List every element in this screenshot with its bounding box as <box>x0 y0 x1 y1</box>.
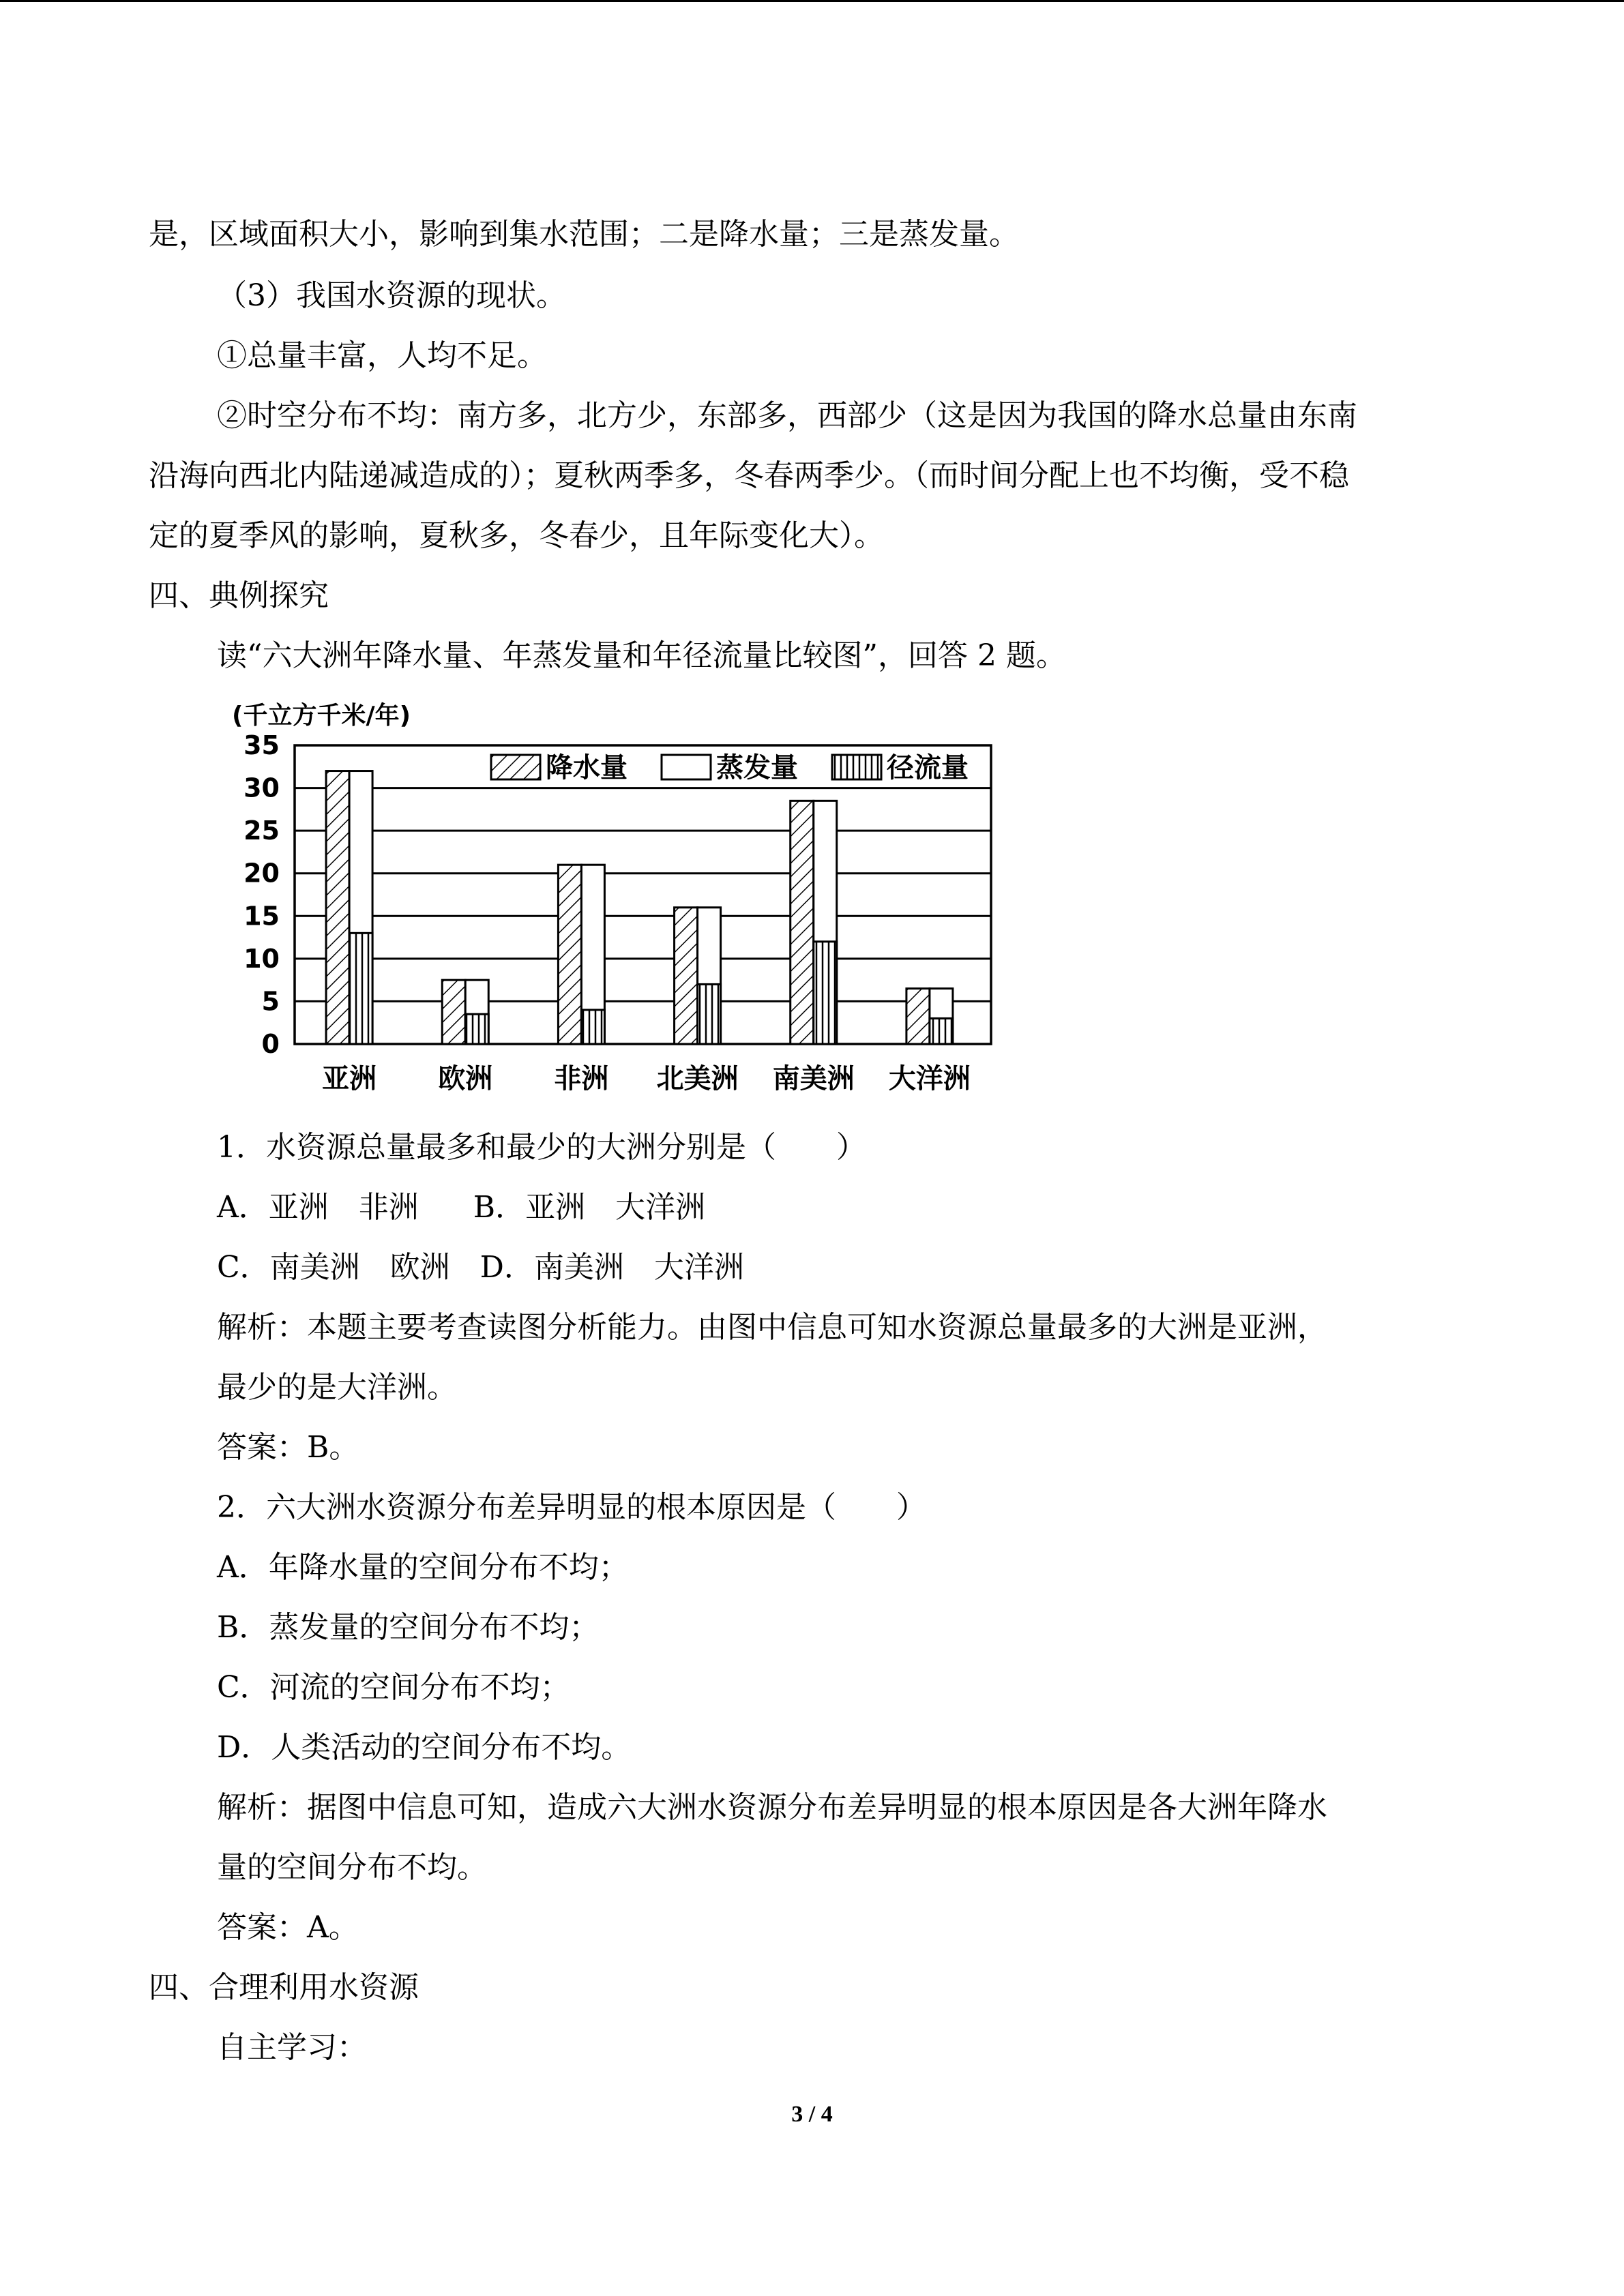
option-c: C．南美洲 欧洲 <box>217 1250 450 1285</box>
paragraph-line: ①总量丰富，人均不足。 <box>217 338 547 373</box>
bar-precipitation <box>906 989 930 1044</box>
answer-line: 答案：B。 <box>217 1430 359 1465</box>
legend-label: 径流量 <box>887 752 969 784</box>
top-border <box>0 0 1624 2</box>
question-1-options-ab <box>217 1189 705 1227</box>
y-tick-label: 35 <box>243 730 280 760</box>
explanation-line: 量的空间分布不均。 <box>217 1850 487 1885</box>
option-a: A．年降水量的空间分布不均； <box>217 1550 629 1585</box>
legend-swatch <box>491 755 540 779</box>
x-category-label: 大洋洲 <box>888 1063 971 1094</box>
paragraph-line: 是，区域面积大小，影响到集水范围；二是降水量；三是蒸发量。 <box>149 217 1019 252</box>
y-tick-label: 0 <box>261 1029 280 1059</box>
paragraph-line: 沿海向西北内陆递减造成的）；夏秋两季多，冬春两季少。（而时间分配上也不均衡，受不稳 <box>149 458 1349 493</box>
y-axis-unit-label: (千立方千米/年) <box>232 702 411 730</box>
y-tick-label: 20 <box>243 858 280 889</box>
option-d: D．人类活动的空间分布不均。 <box>217 1730 632 1765</box>
option-d: D．南美洲 大洋洲 <box>479 1250 744 1285</box>
bar-runoff <box>698 984 721 1044</box>
explanation-line: 解析：据图中信息可知，造成六大洲水资源分布差异明显的根本原因是各大洲年降水 <box>217 1790 1327 1825</box>
legend-label: 蒸发量 <box>716 752 798 784</box>
bar-precipitation <box>558 865 581 1044</box>
paragraph-line: 定的夏季风的影响，夏秋多，冬春少，且年际变化大）。 <box>149 518 884 553</box>
intro-line: 读“六大洲年降水量、年蒸发量和年径流量比较图”，回答 2 题。 <box>217 638 1066 673</box>
bar-runoff <box>349 933 372 1044</box>
explanation-line: 最少的是大洋洲。 <box>217 1370 457 1405</box>
question-1-options-cd <box>217 1249 744 1287</box>
paragraph-line: （3）我国水资源的现状。 <box>217 278 566 313</box>
bar-precipitation <box>791 801 814 1044</box>
y-tick-label: 10 <box>243 943 280 974</box>
page-number: 3 / 4 <box>791 2102 833 2127</box>
bar-runoff <box>814 942 837 1044</box>
x-category-label: 欧洲 <box>438 1063 493 1094</box>
bar-precipitation <box>442 980 465 1044</box>
question-2: 2．六大洲水资源分布差异明显的根本原因是（ ） <box>217 1490 926 1525</box>
bar-runoff <box>465 1014 488 1044</box>
bar-runoff <box>930 1018 953 1044</box>
x-category-label: 南美洲 <box>772 1063 855 1094</box>
legend-label: 降水量 <box>546 752 628 784</box>
y-tick-label: 15 <box>243 901 280 931</box>
option-b: B．亚洲 大洋洲 <box>473 1190 706 1225</box>
bar-runoff <box>581 1010 604 1044</box>
legend-swatch <box>662 755 711 779</box>
question-1: 1．水资源总量最多和最少的大洲分别是（ ） <box>217 1130 866 1165</box>
y-tick-label: 25 <box>243 816 280 846</box>
y-tick-label: 30 <box>243 773 280 803</box>
x-category-label: 非洲 <box>554 1063 609 1094</box>
option-b: B．蒸发量的空间分布不均； <box>217 1610 600 1645</box>
answer-line: 答案：A。 <box>217 1910 359 1945</box>
bar-precipitation <box>326 771 349 1044</box>
bar-precipitation <box>675 908 698 1044</box>
paragraph-line: ②时空分布不均：南方多，北方少，东部多，西部少（这是因为我国的降水总量由东南 <box>217 398 1357 433</box>
option-c: C．河流的空间分布不均； <box>217 1670 570 1705</box>
x-category-label: 亚洲 <box>322 1063 377 1094</box>
legend-swatch <box>832 755 881 779</box>
section-heading: 四、典例探究 <box>149 578 329 613</box>
option-a: A．亚洲 非洲 <box>217 1190 419 1225</box>
bar-chart <box>225 699 1044 1094</box>
plot-frame <box>295 745 991 1044</box>
explanation-line: 解析：本题主要考查读图分析能力。由图中信息可知水资源总量最多的大洲是亚洲， <box>217 1310 1327 1345</box>
x-category-label: 北美洲 <box>656 1063 739 1094</box>
section-heading: 四、合理利用水资源 <box>149 1970 419 2005</box>
paragraph-line: 自主学习： <box>217 2030 367 2065</box>
y-tick-label: 5 <box>261 986 280 1017</box>
